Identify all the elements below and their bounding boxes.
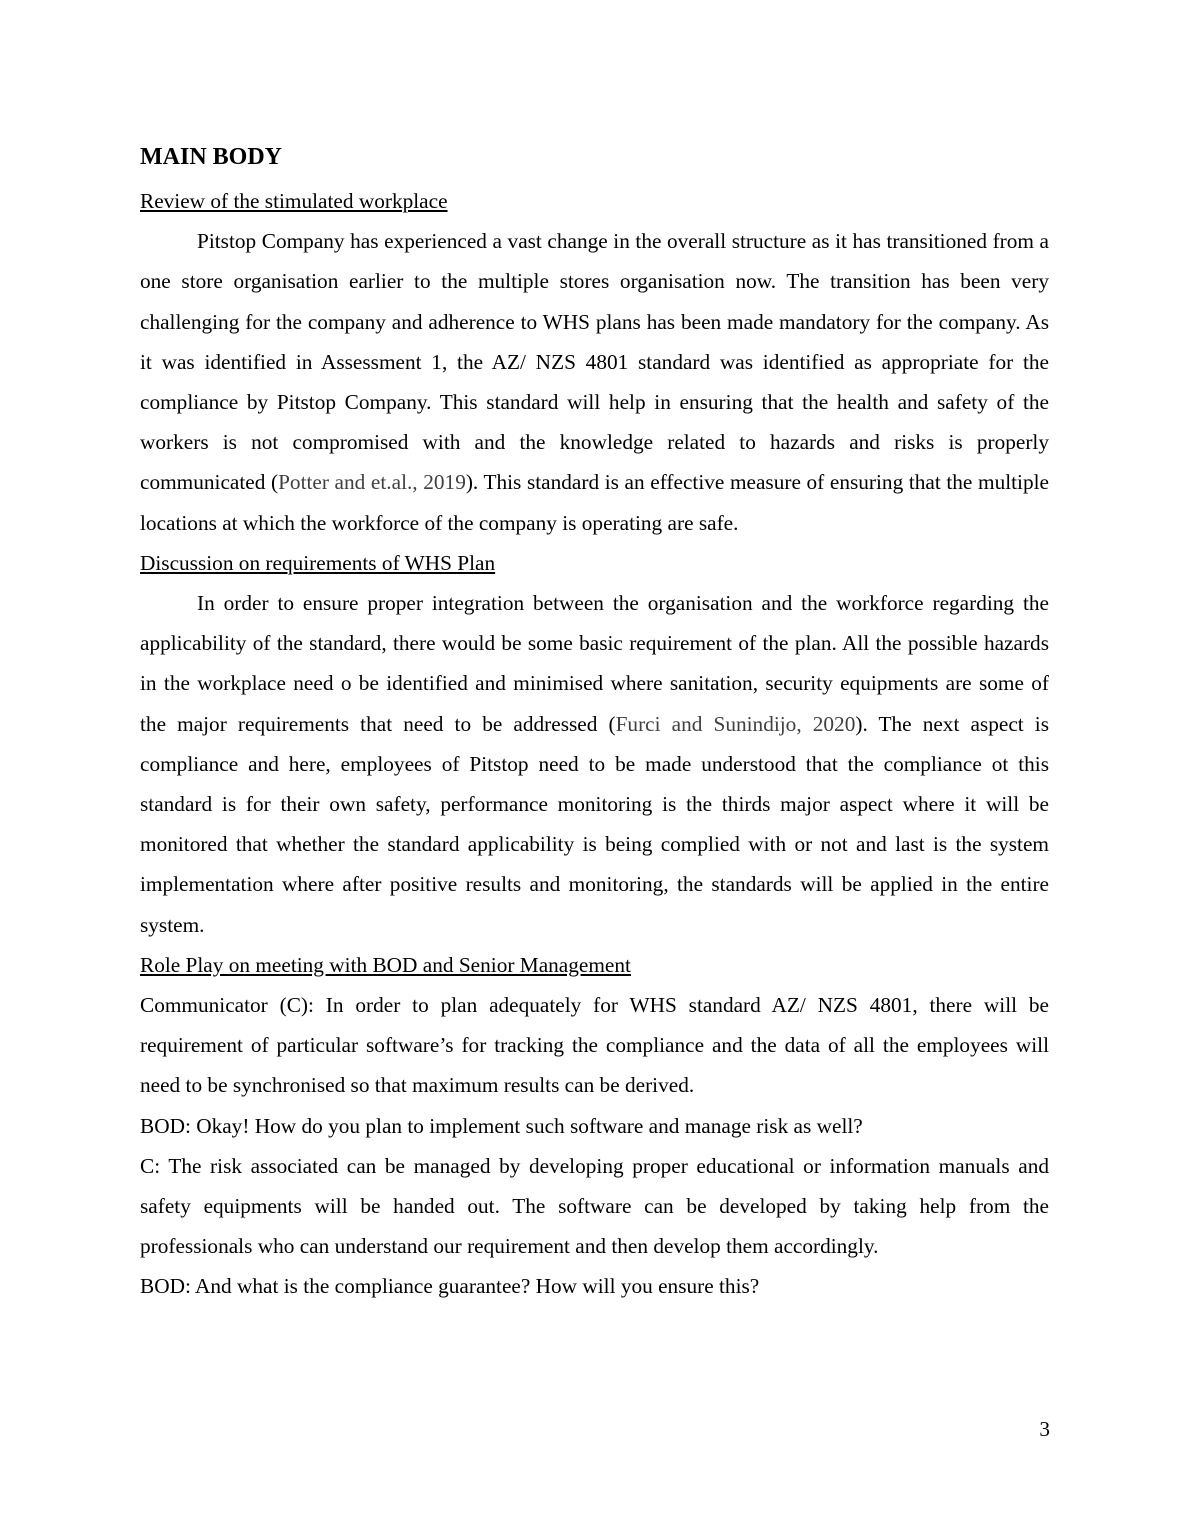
dialogue-line: Communicator (C): In order to plan adequately for WHS standard AZ/ NZS 4801, there will be requirement of particular software’s for tracking the compliance and the data of all the employees will need to be synchronised so that maximum results can be derived. (140, 993, 1049, 1098)
dialogue-line: BOD: And what is the compliance guarantee? How will you ensure this? (140, 1274, 760, 1299)
dialogue-line: C: The risk associated can be managed by developing proper educational or information manuals and safety equipments will be handed out. The software can be developed by taking help from the professionals who can understand our requirement and then develop them accordingly. (140, 1153, 1049, 1259)
paragraph (140, 583, 1049, 945)
paragraph (140, 221, 1049, 543)
text: ). The next aspect is compliance and here, employees of Pitstop need to be made understood that the compliance ot this standard is for their own safety, performance monitoring is the thirds major aspect where it will be monitored that whether the standard applicability is being complied with or not and last is the system implementation where after positive results and monitoring, the standards will be applied in the entire system. (140, 711, 1050, 937)
section-heading: Role Play on meeting with BOD and Senior Management (140, 952, 631, 977)
text: ). This standard is an effective measure of ensuring that the multiple locations at which the workforce of the company is operating are safe. (140, 470, 1049, 535)
dialogue-line: BOD: Okay! How do you plan to implement such software and manage risk as well? (140, 1113, 863, 1138)
page-number: 3 (1039, 1417, 1050, 1441)
text: In order to ensure proper integration between the organisation and the workforce regarding the applicability of the standard, there would be some basic requirement of the plan. All the possible hazards in the workplace need o be identified and minimised where sanitation, security equipments are some of the major requirements that need to be addressed ( (140, 591, 1049, 736)
section-heading: Review of the stimulated workplace (140, 189, 448, 213)
text: Pitstop Company has experienced a vast change in the overall structure as it has transitioned from a one store organisation earlier to the multiple stores organisation now. The transition has been very challenging for the company and adherence to WHS plans has been made mandatory for the company. As it was identified in Assessment 1, the AZ/ NZS 4801 standard was identified as appropriate for the compliance by Pitstop Company. This standard will help in ensuring that the health and safety of the workers is not compromised with and the knowledge related to hazards and risks is properly communicated ( (140, 229, 1049, 495)
citation: Potter and et.al., 2019 (278, 470, 466, 495)
main-heading: MAIN BODY (140, 144, 282, 170)
document-page (140, 140, 1049, 1307)
section-heading: Discussion on requirements of WHS Plan (140, 550, 496, 575)
citation: Furci and Sunindijo, 2020 (615, 711, 856, 736)
